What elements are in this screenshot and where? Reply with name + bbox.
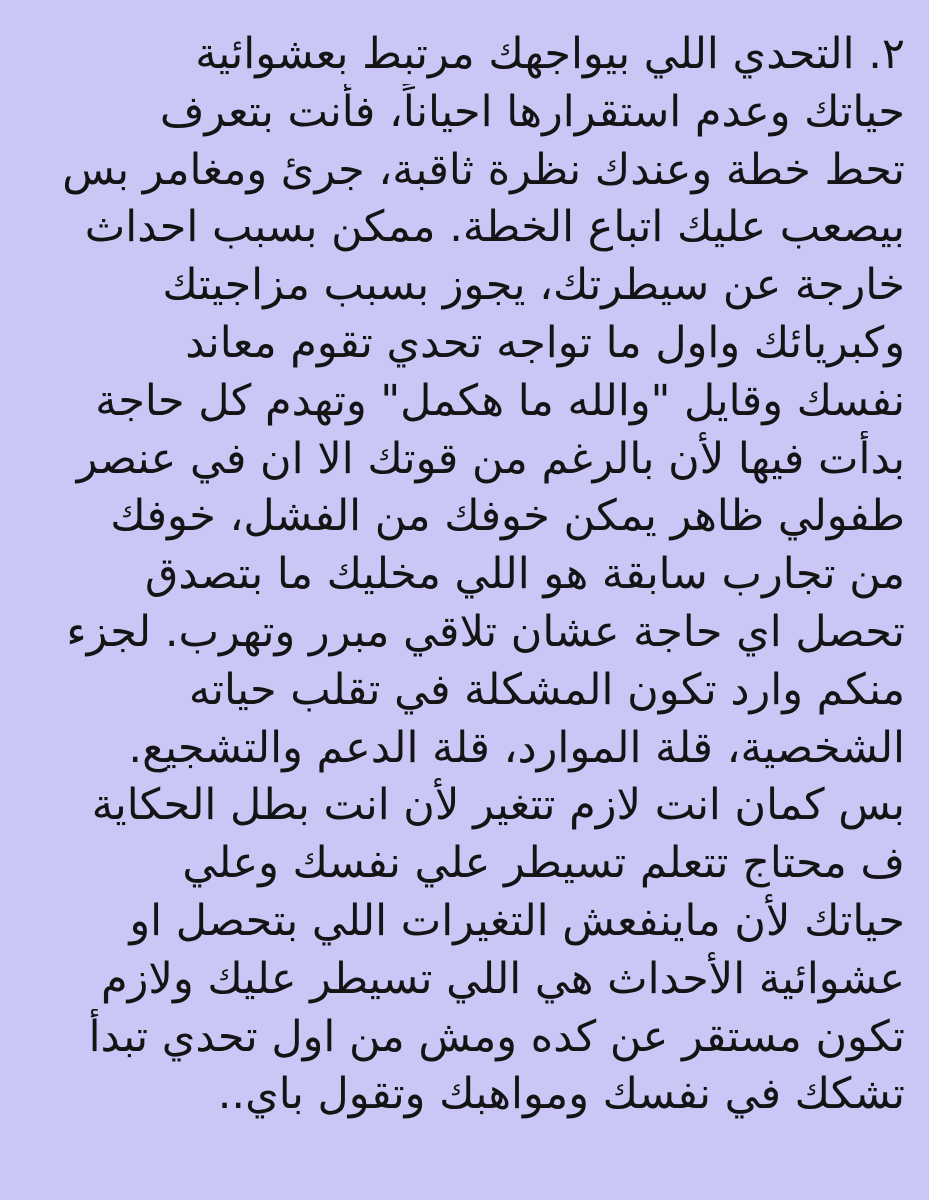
text-line: ف محتاج تتعلم تسيطر علي نفسك وعلي (182, 838, 905, 889)
text-line: من تجارب سابقة هو اللي مخليك ما بتصدق (145, 549, 905, 600)
text-line: تكون مستقر عن كده ومش من اول تحدي تبدأ (88, 1011, 905, 1062)
text-line: طفولي ظاهر يمكن خوفك من الفشل، خوفك (110, 491, 905, 542)
text-line: تحط خطة وعندك نظرة ثاقبة، جرئ ومغامر بس (62, 144, 905, 195)
note-text (26, 26, 905, 1124)
text-line: ٢. التحدي اللي بيواجهك مرتبط بعشوائية (195, 29, 905, 79)
text-line: بيصعب عليك اتباع الخطة. ممكن بسبب احداث (84, 202, 905, 253)
text-line: الشخصية، قلة الموارد، قلة الدعم والتشجيع. (128, 722, 905, 773)
text-line: بس كمان انت لازم تتغير لأن انت بطل الحكاية (91, 780, 905, 831)
text-line: عشوائية الأحداث هي اللي تسيطر عليك ولازم (101, 953, 905, 1004)
text-line: منكم وارد تكون المشكلة في تقلب حياته (188, 664, 905, 715)
text-line: تشكك في نفسك ومواهبك وتقول باي.. (217, 1069, 905, 1120)
text-line: خارجة عن سيطرتك، يجوز بسبب مزاجيتك (162, 260, 905, 311)
text-line: وكبريائك واول ما تواجه تحدي تقوم معاند (185, 317, 905, 368)
text-line: نفسك وقايل "والله ما هكمل" وتهدم كل حاجة (95, 375, 905, 426)
text-line: تحصل اي حاجة عشان تلاقي مبرر وتهرب. لجزء (66, 606, 905, 657)
text-line: حياتك لأن ماينفعش التغيرات اللي بتحصل او (129, 895, 905, 946)
text-line: حياتك وعدم استقرارها احياناً، فأنت بتعرف (159, 86, 905, 137)
text-line: بدأت فيها لأن بالرغم من قوتك الا ان في عنصر (76, 433, 905, 484)
